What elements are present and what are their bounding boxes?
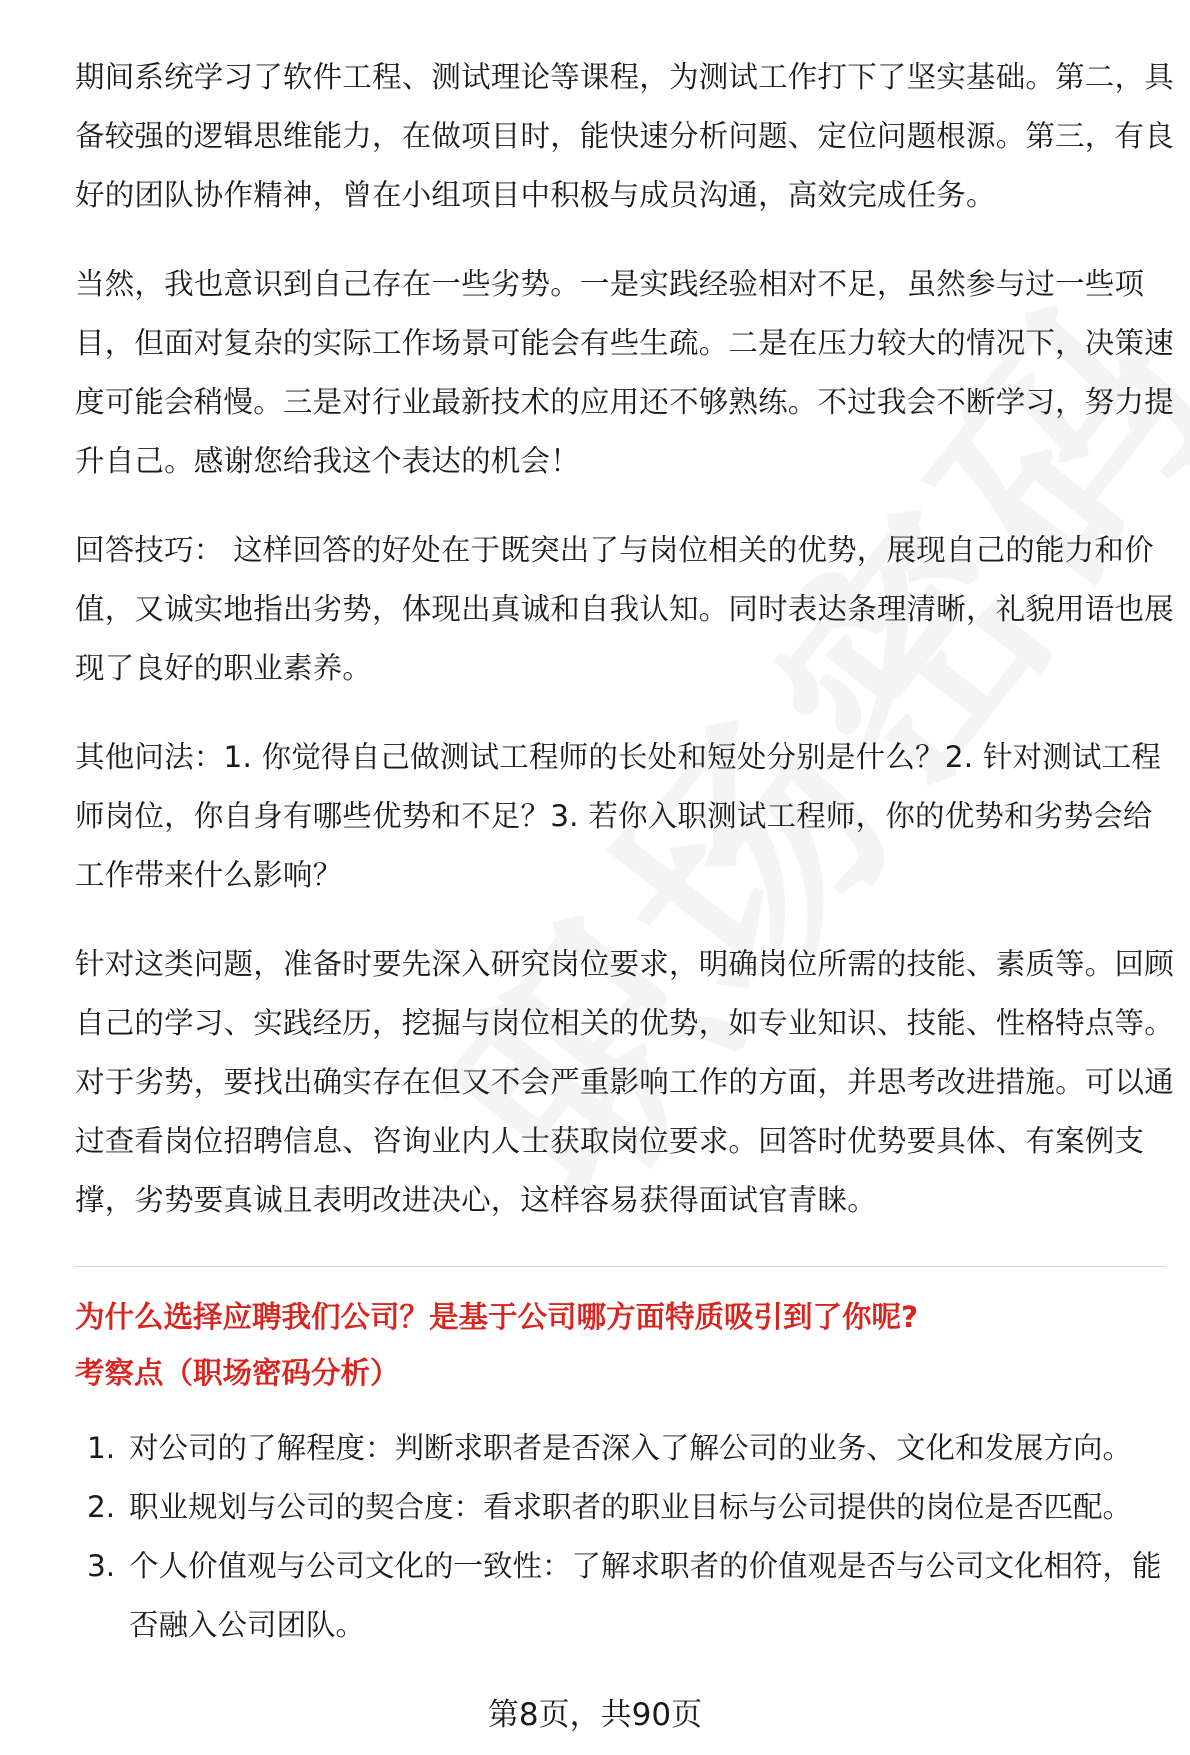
list-item-text: 职业规划与公司的契合度：看求职者的职业目标与公司提供的岗位是否匹配。 <box>129 1490 1133 1524</box>
paragraph-preparation-advice: 针对这类问题，准备时要先深入研究岗位要求，明确岗位所需的技能、素质等。回顾自己的学习、实践经历，挖掘与岗位相关的优势，如专业知识、技能、性格特点等。对于劣势，要找出确实存在但又不会严重影响工作的方面，并思考改进措施。可以通过查看岗位招聘信息、咨询业内人士获取岗位要求。回答时优势要具体、有案例支撑，劣势要真诚且表明改进决心，这样容易获得面试官青睐。 <box>75 947 1174 1217</box>
list-item-text: 个人价值观与公司文化的一致性：了解求职者的价值观是否与公司文化相符，能否融入公司团队。 <box>129 1549 1162 1642</box>
paragraph-answer-tips: 回答技巧： 这样回答的好处在于既突出了与岗位相关的优势，展现自己的能力和价值，又诚实地指出劣势，体现出真诚和自我认知。同时表达条理清晰，礼貌用语也展现了良好的职业素养。 <box>75 533 1174 685</box>
list-item-number: 1. <box>87 1431 116 1465</box>
list-item-text: 对公司的了解程度：判断求职者是否深入了解公司的业务、文化和发展方向。 <box>129 1431 1133 1465</box>
list-item <box>75 1419 1175 1478</box>
list-item <box>75 1537 1175 1655</box>
list-item <box>75 1478 1175 1537</box>
list-item-number: 3. <box>87 1549 116 1583</box>
section-divider <box>75 1266 1165 1267</box>
page-content <box>75 48 1175 1655</box>
assessment-subheading: 考察点（职场密码分析） <box>75 1356 400 1390</box>
paragraph-strengths: 期间系统学习了软件工程、测试理论等课程，为测试工作打下了坚实基础。第二，具备较强的逻辑思维能力，在做项目时，能快速分析问题、定位问题根源。第三，有良好的团队协作精神，曾在小组项目中积极与成员沟通，高效完成任务。 <box>75 60 1174 212</box>
paragraph-other-questions: 其他问法：1. 你觉得自己做测试工程师的长处和短处分别是什么？2. 针对测试工程师岗位，你自身有哪些优势和不足？3. 若你入职测试工程师，你的优势和劣势会给工作带来什么影响？ <box>75 740 1162 892</box>
paragraph-weaknesses: 当然，我也意识到自己存在一些劣势。一是实践经验相对不足，虽然参与过一些项目，但面对复杂的实际工作场景可能会有些生疏。二是在压力较大的情况下，决策速度可能会稍慢。三是对行业最新技术的应用还不够熟练。不过我会不断学习，努力提升自己。感谢您给我这个表达的机会！ <box>75 267 1174 478</box>
question-heading: 为什么选择应聘我们公司？是基于公司哪方面特质吸引到了你呢? <box>75 1300 919 1334</box>
assessment-list <box>75 1419 1175 1655</box>
list-item-number: 2. <box>87 1490 116 1524</box>
page-number-footer: 第8页，共90页 <box>487 1697 703 1733</box>
